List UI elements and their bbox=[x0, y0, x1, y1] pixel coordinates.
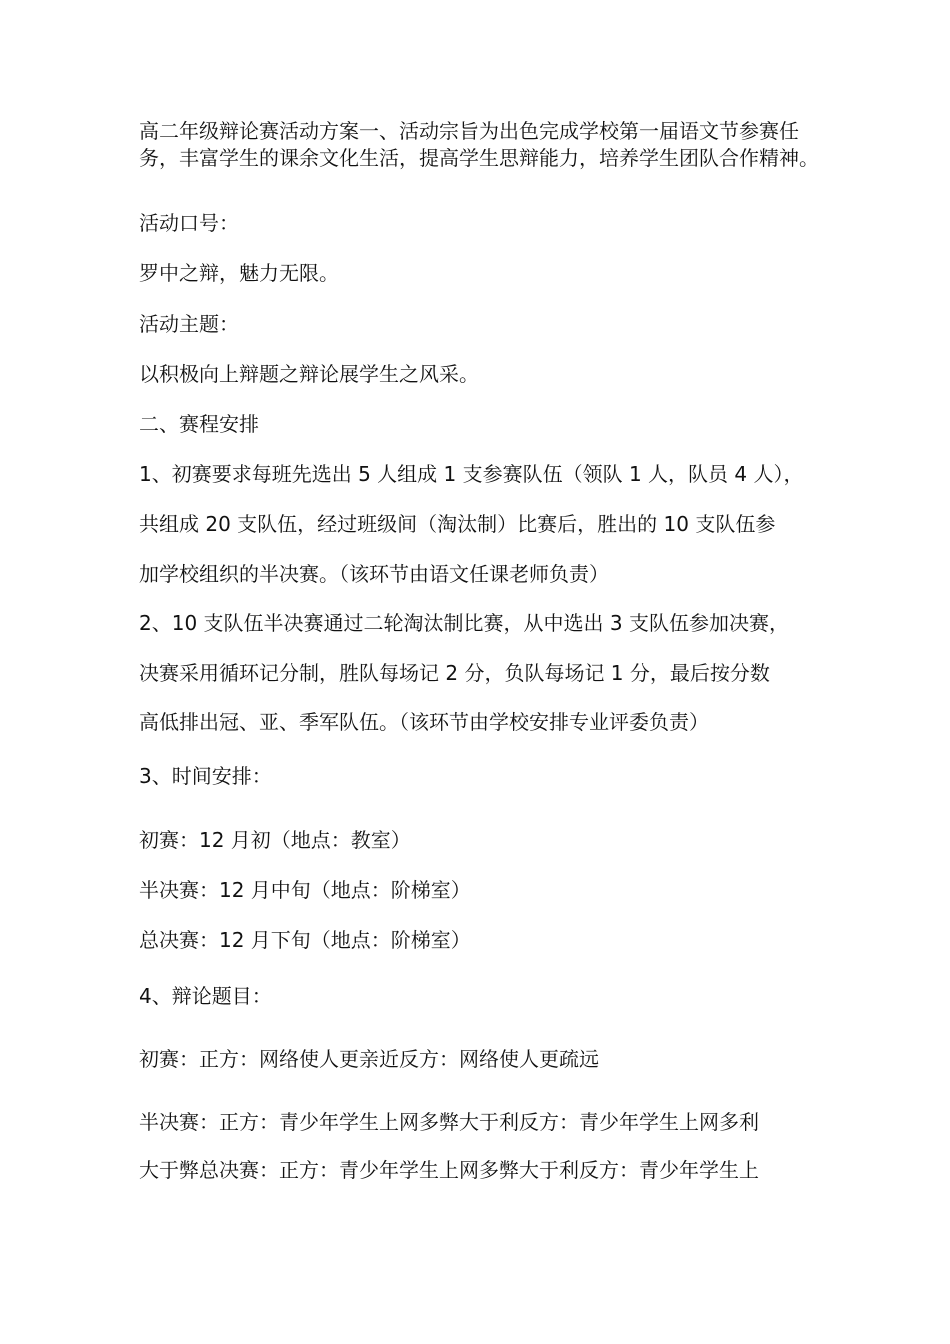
item2-line: 2、10 支队伍半决赛通过二轮淘汰制比赛，从中选出 3 支队伍参加决赛， bbox=[139, 611, 789, 635]
slogan-label: 活动口号： bbox=[139, 211, 239, 235]
item3-heading: 3、时间安排： bbox=[139, 764, 272, 788]
item2-line: 高低排出冠、亚、季军队伍。（该环节由学校安排专业评委负责） bbox=[139, 710, 709, 734]
intro-paragraph: 高二年级辩论赛活动方案一、活动宗旨为出色完成学校第一届语文节参赛任务，丰富学生的课余文化生活，提高学生思辩能力，培养学生团队合作精神。 bbox=[139, 119, 819, 170]
topic-line: 大于弊总决赛：正方：青少年学生上网多弊大于利反方：青少年学生上 bbox=[139, 1158, 759, 1182]
theme-text: 以积极向上辩题之辩论展学生之风采。 bbox=[139, 362, 479, 386]
theme-label: 活动主题： bbox=[139, 312, 239, 336]
section2-heading: 二、赛程安排 bbox=[139, 412, 259, 436]
item1-line: 加学校组织的半决赛。（该环节由语文任课老师负责） bbox=[139, 562, 609, 586]
slogan-text: 罗中之辩，魅力无限。 bbox=[139, 261, 339, 285]
schedule-item: 总决赛：12 月下旬（地点：阶梯室） bbox=[139, 928, 471, 952]
topic-line: 半决赛：正方：青少年学生上网多弊大于利反方：青少年学生上网多利 bbox=[139, 1110, 759, 1134]
item1-line: 共组成 20 支队伍，经过班级间（淘汰制）比赛后，胜出的 10 支队伍参 bbox=[139, 512, 776, 536]
schedule-item: 初赛：12 月初（地点：教室） bbox=[139, 828, 411, 852]
item4-heading: 4、辩论题目： bbox=[139, 984, 272, 1008]
item1-line: 1、初赛要求每班先选出 5 人组成 1 支参赛队伍（领队 1 人，队员 4 人）， bbox=[139, 462, 804, 486]
topic-line: 初赛：正方：网络使人更亲近反方：网络使人更疏远 bbox=[139, 1047, 599, 1071]
schedule-item: 半决赛：12 月中旬（地点：阶梯室） bbox=[139, 878, 471, 902]
item2-line: 决赛采用循环记分制，胜队每场记 2 分，负队每场记 1 分，最后按分数 bbox=[139, 661, 770, 685]
